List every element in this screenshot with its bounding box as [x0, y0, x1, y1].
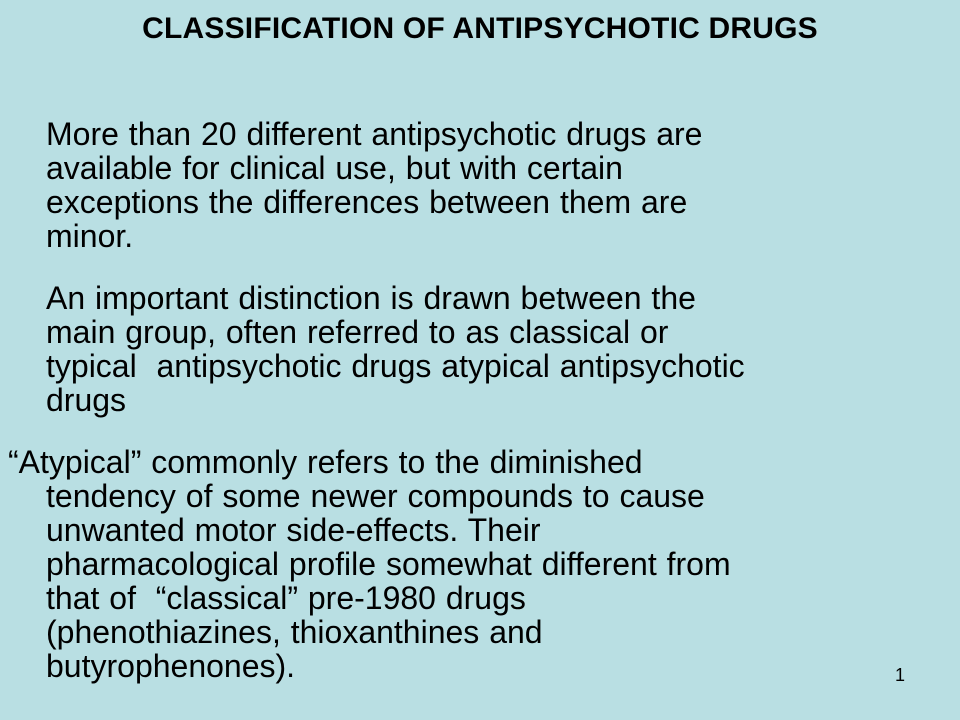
paragraph-line: available for clinical use, but with certain: [46, 150, 623, 186]
paragraph-line: drugs: [46, 382, 127, 418]
paragraph-line: exceptions the differences between them are: [46, 184, 688, 220]
paragraph-line: “Atypical” commonly refers to the diminished: [8, 444, 643, 480]
paragraph-line: main group, often referred to as classical or: [46, 314, 669, 350]
page-number: 1: [894, 665, 905, 685]
paragraph-line: An important distinction is drawn between the: [46, 280, 696, 316]
paragraph-line: butyrophenones).: [46, 648, 296, 684]
paragraph-line: (phenothiazines, thioxanthines and: [46, 614, 543, 650]
paragraph-line: minor.: [46, 218, 134, 254]
paragraph-line: that of “classical” pre-1980 drugs: [46, 580, 526, 616]
paragraph-line: typical antipsychotic drugs atypical antipsychotic: [46, 348, 745, 384]
paragraph-line: pharmacological profile somewhat different from: [46, 546, 731, 582]
paragraph-line: More than 20 different antipsychotic drugs are: [46, 116, 703, 152]
paragraph-line: unwanted motor side-effects. Their: [46, 512, 541, 548]
slide-title: CLASSIFICATION OF ANTIPSYCHOTIC DRUGS: [142, 12, 818, 45]
paragraph-line: tendency of some newer compounds to cause: [46, 478, 705, 514]
paragraph-atypical-definition: [8, 445, 731, 683]
paragraph-distinction: [46, 281, 745, 417]
paragraph-drug-count: [46, 117, 702, 253]
